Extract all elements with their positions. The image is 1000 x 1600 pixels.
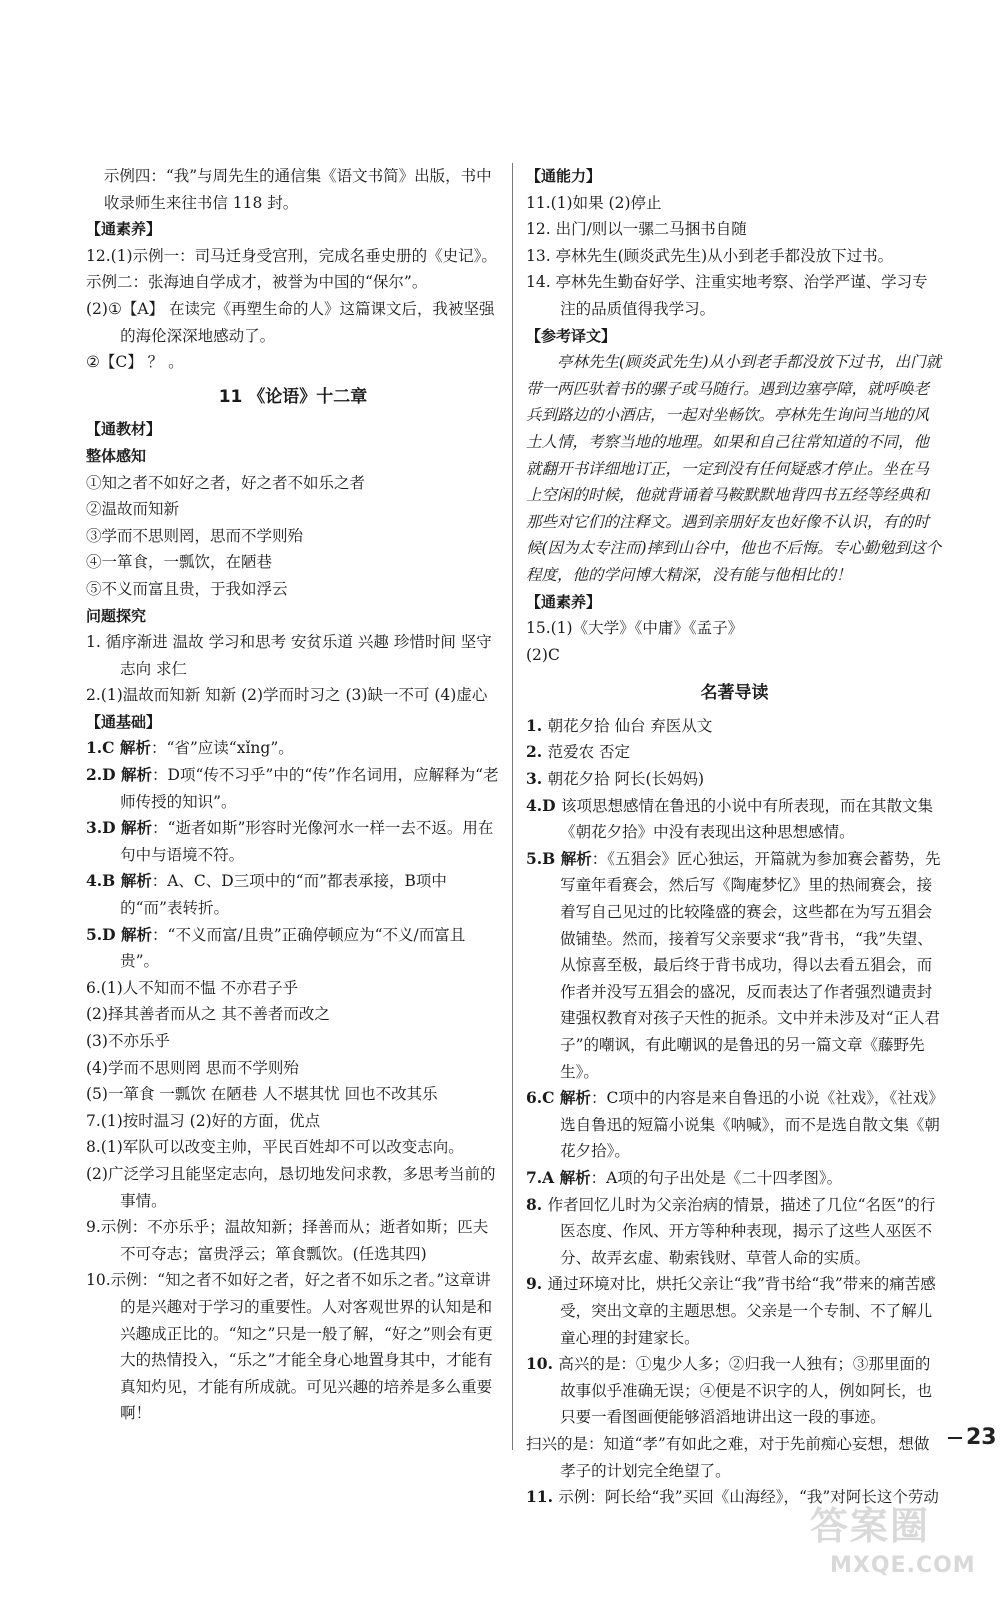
classics-item: [526, 1351, 943, 1431]
inquiry-list: [86, 629, 500, 709]
item-number: 9.: [526, 1274, 548, 1294]
classics-item: [526, 713, 943, 740]
subheading-overall: 整体感知: [86, 446, 147, 465]
basics-items-rest: [86, 1108, 500, 1427]
tongsuyang-items: [86, 243, 500, 376]
item-text: ：“逝者如斯”形容时光像河水一样一去不返。用在句中与语境不符。: [120, 819, 494, 864]
translation-text: 亭林先生(顾炎武先生)从小到老手都没放下过书，出门就带一两匹驮着书的骡子或马随行。遇到边塞亭障，就呼唤老兵到路边的小酒店，一起对坐畅饮。亭林先生询问当地的风土人情，考察当地的地理。如果和自己往常知道的不同，他就翻开书详细地订正，一定到没有任何疑惑才停止。坐在马上空闲的时候，他就背诵着马鞍默默地背四书五经等经典和那些对它们的注释文。遇到亲朋好友也好像不认识，有的时候(因为太专注而)摔到山谷中，他也不后悔。专心勤勉到这个程度，他的学问博大精深，没有能与他相比的！: [526, 353, 942, 584]
item-text: 作者回忆儿时为父亲治病的情景，描述了几位“名医”的行医态度、作风、开方等种种表现，揭示了这些人巫医不分、故弄玄虚、勒索钱财、草菅人命的实质。: [547, 1195, 936, 1267]
classics-item: [526, 766, 943, 793]
classics-item: [526, 1192, 943, 1272]
answer-line: (2)广泛学习且能坚定志向，恳切地发问求教，多思考当前的事情。: [86, 1164, 496, 1210]
basics-item: [86, 762, 500, 815]
analysis-label: 解析: [559, 1089, 591, 1108]
basics-item-6: [86, 975, 500, 1108]
item-text: 朝花夕拾 仙台 弃医从文: [547, 716, 713, 735]
section-heading-tongsuyang-2: 【通素养】: [526, 592, 602, 611]
item-text: ：《五猖会》匠心独运，开篇就为参加赛会蓄势，先写童年看赛会，然后写《陶庵梦忆》里的热闹赛会，接着写自己见过的比较隆盛的赛会，这些都在为写五猖会做铺垫。然而，接着写父亲要求“我”背书，“我”失望、从惊喜至极，最后终于背书成功，得以去看五猖会，而作者并没写五猖会的盛况，反而表达了作者强烈谴责封建强权教育对孩子天性的扼杀。文中并未涉及对“正人君子”的嘲讽，有此嘲讽的是鲁迅的另一篇文章《藤野先生》。: [560, 849, 941, 1081]
item-number: 5.B: [526, 848, 561, 868]
item-number: 6.C: [526, 1088, 560, 1108]
answer-line: (2)①【A】 在读完《再塑生命的人》这篇课文后，我被坚强的海伦深深地感动了。: [86, 299, 495, 345]
item-text: ：C项中的内容是来自鲁迅的小说《社戏》，《社戏》选自鲁迅的短篇小说集《呐喊》，而不是选自散文集《朝花夕拾》。: [560, 1089, 940, 1161]
item-text: 该项思想感情在鲁迅的小说中有所表现，而在其散文集《朝花夕拾》中没有表现出这种思想感情。: [560, 796, 934, 842]
analysis-label: 解析: [559, 1168, 591, 1187]
item-number: 3.: [526, 769, 548, 789]
page-number: 23: [948, 1425, 997, 1450]
basics-item: [86, 868, 500, 921]
subheading-inquiry: 问题探究: [86, 606, 147, 625]
answer-line: 2.(1)温故而知新 知新 (2)学而时习之 (3)缺一不可 (4)虚心: [86, 686, 488, 705]
item-text: 示例：阿长给“我”买回《山海经》，“我”对阿长这个劳动: [558, 1488, 939, 1507]
answer-line: 1. 循序渐进 温故 学习和思考 安贫乐道 兴趣 珍惜时间 坚守志向 求仁: [86, 633, 492, 678]
answer-line: 6.(1)人不知而不愠 不亦君子乎: [86, 978, 299, 997]
basics-items: [86, 735, 500, 974]
answer-line: 示例二：张海迪自学成才，被誉为中国的“保尔”。: [86, 273, 428, 292]
basics-item: [86, 815, 500, 868]
classics-item: [526, 1431, 943, 1484]
analysis-label: 解析: [121, 766, 153, 785]
list-line: ①知之者不如好之者，好之者不如乐之者: [86, 473, 366, 492]
item-text: ：A、C、D三项中的“而”都表承接，B项中的“而”表转折。: [120, 872, 447, 918]
left-column: [86, 163, 500, 1427]
answer-line: 12. 出门/则以一骡二马捆书自随: [526, 220, 747, 239]
item-number: 3.D: [86, 818, 122, 838]
list-line: ②温故而知新: [86, 500, 180, 519]
chapter-title-mingzhu: 名著导读: [700, 683, 769, 704]
item-text: 范爱农 否定: [547, 743, 631, 762]
item-number: 11.: [526, 1487, 559, 1507]
watermark-line1: 答案圈: [810, 1504, 931, 1548]
item-text: ：“省”应读“xǐng”。: [150, 739, 294, 758]
item-text: ：“不义而富/且贵”正确停顿应为“不义/而富且贵”。: [120, 925, 466, 971]
analysis-label: 解析: [120, 872, 152, 891]
classics-item: [526, 1165, 943, 1192]
answer-line: (4)学而不思则罔 思而不学则殆: [86, 1058, 299, 1077]
item-text: ：A项的句子出处是《二十四孝图》。: [590, 1168, 843, 1187]
item-number: 8.: [526, 1194, 548, 1214]
analysis-label: 解析: [119, 739, 151, 758]
answer-line: 12.(1)示例一：司马迁身受宫刑，完成名垂史册的《史记》。: [86, 246, 497, 265]
item-number: 2.D: [86, 765, 122, 785]
classics-item: [526, 1271, 943, 1351]
literacy-items: [526, 615, 943, 668]
item-text: 高兴的是：①鬼少人多；②归我一人独有；③那里面的故事似乎准确无误；④便是不识字的人，例如阿长，也只要一看图画便能够滔滔地讲出这一段的事迹。: [558, 1355, 933, 1427]
item-number: 10.: [526, 1354, 559, 1374]
answer-line: 13. 亭林先生(顾炎武先生)从小到老手都没放下过书。: [526, 246, 894, 265]
left-top-lines: [86, 163, 500, 216]
chapter-title-lunyu: 11 《论语》十二章: [218, 386, 368, 407]
answer-line: (2)择其善者而从之 其不善者而改之: [86, 1005, 330, 1024]
answer-line: (3)不亦乐乎: [86, 1032, 170, 1050]
item-text: ：D项“传不习乎”中的“传”作名词用，应解释为“老师传授的知识”。: [120, 766, 499, 811]
answer-line: 9.示例：不亦乐乎；温故知新；择善而从；逝者如斯；匹夫不可夺志；富贵浮云；箪食瓢饮。(任选其四): [86, 1218, 489, 1263]
classics-item: [526, 739, 943, 766]
column-divider: [512, 163, 513, 1450]
ability-items: [526, 190, 943, 323]
item-text: 朝花夕拾 阿长(长妈妈): [547, 770, 705, 789]
section-heading-tongjiaocai: 【通教材】: [86, 420, 162, 439]
right-column: [526, 163, 943, 1511]
item-text: 扫兴的是：知道“孝”有如此之难，对于先前痴心妄想，想做孝子的计划完全绝望了。: [526, 1434, 930, 1480]
list-line: ④一箪食，一瓢饮，在陋巷: [86, 553, 273, 572]
answer-line: 7.(1)按时温习 (2)好的方面，优点: [86, 1111, 321, 1130]
classics-item: [526, 846, 943, 1085]
item-number: 4.D: [526, 795, 562, 815]
item-number: 5.D: [86, 924, 122, 944]
item-number: 7.A: [526, 1167, 560, 1187]
classics-item: [526, 793, 943, 846]
classics-item: [526, 1085, 943, 1165]
analysis-label: 解析: [121, 819, 153, 838]
answer-line: (5)一箪食 一瓢饮 在陋巷 人不堪其忧 回也不改其乐: [86, 1085, 438, 1104]
item-number: 2.: [526, 742, 548, 762]
list-line: ⑤不义而富且贵，于我如浮云: [86, 579, 288, 598]
item-number: 1.: [526, 715, 548, 735]
answer-line: 8.(1)军队可以改变主帅，平民百姓却不可以改变志向。: [86, 1138, 464, 1157]
answer-line: 11.(1)如果 (2)停止: [526, 193, 662, 212]
analysis-label: 解析: [121, 925, 153, 944]
item-number: 1.C: [86, 738, 120, 758]
body-line: 示例四：“我”与周先生的通信集《语文书简》出版，书中收录师生来往书信 118 封。: [103, 167, 492, 212]
overall-list: [86, 470, 500, 603]
section-heading-translation: 【参考译文】: [526, 326, 617, 345]
basics-item: [86, 922, 500, 975]
answer-line: 10.示例：“知之者不如好之者，好之者不如乐之者。”这章讲的是兴趣对于学习的重要性。人对客观世界的认知是和兴趣成正比的。“知之”只是一般了解，“好之”则会有更大的热情投入，“乐之”才能全身心地置身其中，才能有真知灼见，才能有所成就。可见兴趣的培养是多么重要啊！: [86, 1271, 493, 1423]
analysis-label: 解析: [560, 849, 592, 868]
basics-item: [86, 735, 500, 762]
item-text: 通过环境对比，烘托父亲让“我”背书给“我”带来的痛苦感受，突出文章的主题思想。父亲是一个专制、不了解儿童心理的封建家长。: [547, 1275, 936, 1347]
list-line: ③学而不思则罔，思而不学则殆: [86, 526, 304, 545]
answer-line: 14. 亭林先生勤奋好学、注重实地考察、治学严谨、学习专注的品质值得我学习。: [526, 273, 928, 318]
section-heading-tongsuyang: 【通素养】: [86, 220, 162, 239]
answer-line: ②【C】 ？ 。: [86, 353, 184, 372]
answer-line: 15.(1)《大学》《中庸》《孟子》: [526, 619, 744, 638]
answer-line: (2)C: [526, 645, 560, 664]
classics-items: [526, 713, 943, 1511]
watermark-logo: [810, 1495, 990, 1595]
item-number: 4.B: [86, 871, 121, 891]
section-heading-tongjichu: 【通基础】: [86, 712, 162, 731]
watermark-line2: MXQE.COM: [830, 1553, 976, 1578]
section-heading-tongnengli: 【通能力】: [526, 167, 602, 185]
